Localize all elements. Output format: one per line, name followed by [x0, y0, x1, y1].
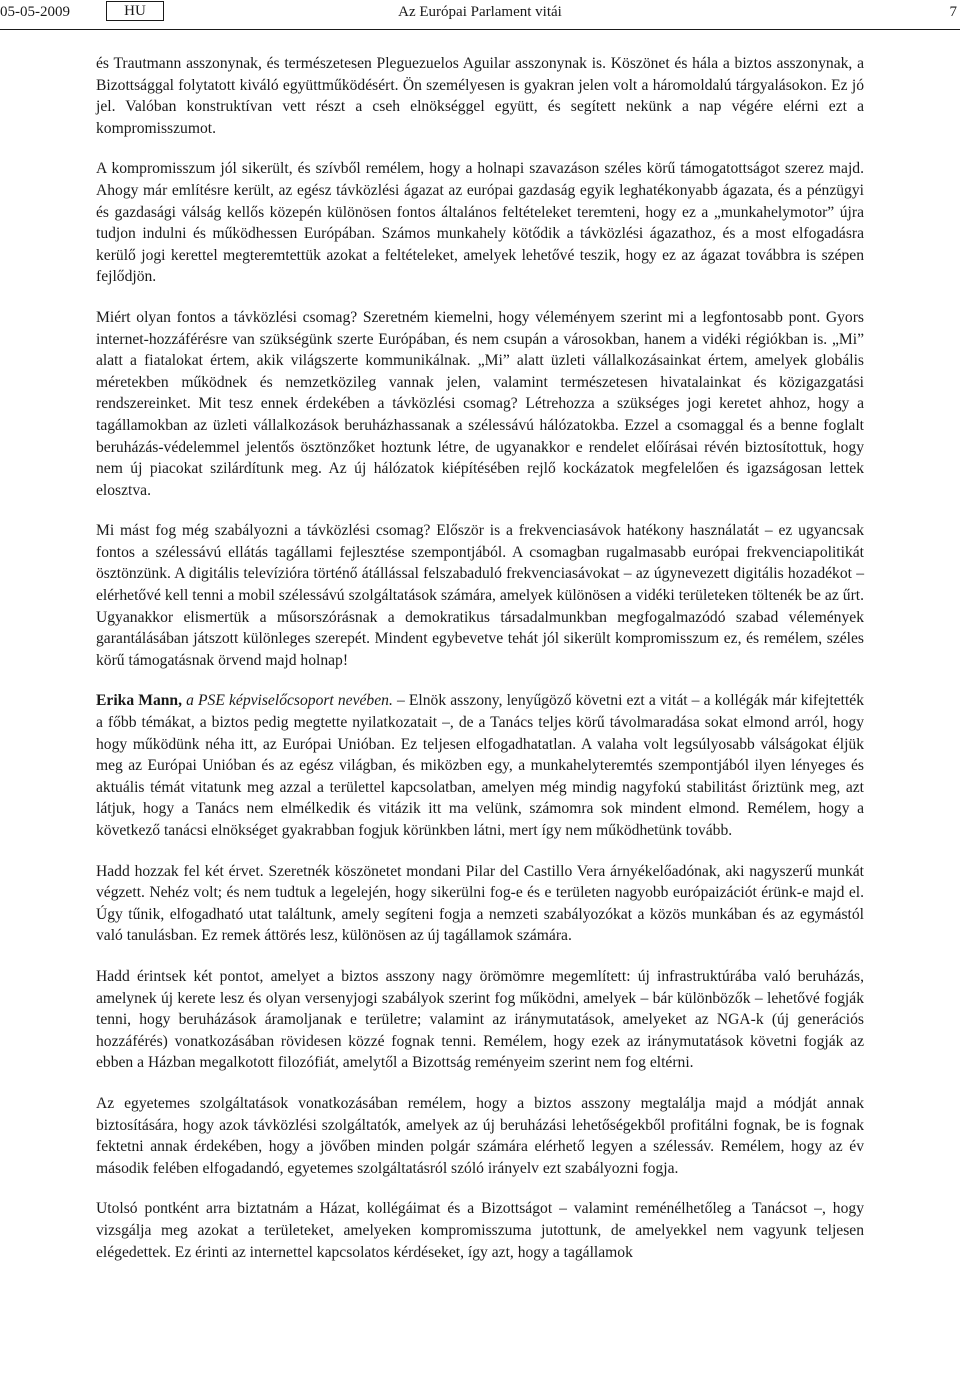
document-body	[96, 53, 864, 1282]
header-title: Az Európai Parlament vitái	[398, 4, 562, 20]
speaker-role: a PSE képviselőcsoport nevében.	[186, 692, 393, 710]
paragraph-two-arguments: Hadd hozzak fel két érvet. Szeretnék köszönetet mondani Pilar del Castillo Vera árnyékelőadónak, aki nagyszerű munkát végzett. Nehéz volt; és nem tudtuk a legelején, hogy sikerülni fog-e és e területen nagyobb európaizációt érünk-e majd el. Úgy tűnik, elfogadható utat találtunk, amely segíteni fogja a nemzeti szabályozókat a közös munkában és az egymástól való tanulásban. Ez remek áttörés lesz, különösen az új tagállamok számára.	[96, 862, 864, 945]
paragraph-universal-service: Az egyetemes szolgáltatások vonatkozásában remélem, hogy a biztos asszony megtalálja majd a módját annak biztosítására, hogy azok távközlési szolgáltatók, amelyek az új beruházási lehetőségekből profitálni fognak, be is fognak fektetni annak érdekében, hogy a jövőben minden polgár számára elérhető legyen a szélessáv. Remélem, hogy az év második felében elfogadandó, egyetemes szolgáltatásról szóló irányelv ezt szabályozni fogja.	[96, 1094, 864, 1177]
header-divider	[0, 29, 960, 30]
paragraph-last-point: Utolsó pontként arra biztatnám a Házat, kollégáimat és a Bizottságot – valamint reménélhetőleg a Tanácsot –, hogy vizsgálja meg azokat a területeket, amelyeken kompromisszuma jutottunk, de amelyekkel nem vagyunk teljesen elégedettek. Ez érinti az internettel kapcsolatos kérdéseket, így azt, hogy a tagállamok	[96, 1200, 864, 1261]
language-badge: HU	[106, 1, 164, 21]
speaker-name: Erika Mann,	[96, 692, 182, 710]
speech-text: – Elnök asszony, lenyűgöző követni ezt a vitát – a kollégák már kifejtették a főbb témákat, a biztos pedig megtette nyilatkozatait –, de a Tanács teljes körű távolmaradása sokat elmond arról, hogy hogy működünk néha itt, az Európai Unióban. Ez teljesen elfogadhatatlan. A valaha volt legsúlyosabb válságokat éljük meg az Európai Unióban és az egész világban, és miközben egy, a munkahelyteremtés szempontjából ilyen lényeges és aktuális témát vitatunk meg azzal a területtel kapcsolatban, amelyen még mindig nagyfokú stabilitást őriztünk meg, azt látjuk, hogy a Tanács nem elmélkedik és vitázik itt ma velünk, számomra sok mindent elmond. Remélem, hogy a következő tanácsi elnökséget gyakrabban fogjuk körünkben látni, mert így nem működhetünk tovább.	[96, 692, 864, 839]
paragraph-why-important: Miért olyan fontos a távközlési csomag? Szeretném kiemelni, hogy véleményem szerint mi a legfontosabb pont. Gyors internet-hozzáférésre van szükségünk szerte Európában, és nem csupán a városokban, hanem a vidéki régiókban is. „Mi” alatt a fiatalokat értem, akik világszerte kommunikálnak. „Mi” alatt üzleti vállalkozásainkat értem, amelyek globális méretekben működnek és nemzetközileg vannak jelen, valamint természetesen hivatalainkat és közigazgatási rendszereinket. Mit tesz ennek érdekében a távközlési csomag? Létrehozza a szükséges jogi keretet ahhoz, hogy a tagállamokban az üzleti vállalkozások beruházhassanak a szélessávú hálózatokba. Ezzel a csomaggal és a benne foglalt beruházás-védelemmel jelentős ösztönzőket hoztunk létre, de ugyanakkor e rendelet előírásai révén biztosítottuk, hogy nem új piacokat szilárdítunk meg. Az új hálózatok kiépítésében rejlő kockázatok megfelelően és igazságosan lettek elosztva.	[96, 308, 864, 499]
page-number: 7	[949, 4, 957, 20]
paragraph-two-points: Hadd érintsek két pontot, amelyet a biztos asszony nagy örömömre megemlített: új infrastruktúrába való beruházás, amelynek új kerete lesz és olyan versenyjogi szabályok szerint fog működni, amelyek – bár különbözők – lehetővé fogják tenni, hogy beruházások áramoljanak e területre; valamint az iránymutatások, amelyeket az NGA-k (új generációs hozzáférés) vonatkozásában rövidesen közzé fognak tenni. Remélem, hogy ezek az iránymutatások követni fogják az ebben a Házban megalkotott filozófiát, amelytől a Bizottság reményeim szerint nem fog eltérni.	[96, 967, 864, 1072]
page-header	[0, 0, 960, 30]
paragraph-thanks: és Trautmann asszonynak, és természetesen Pleguezuelos Aguilar asszonynak is. Köszönet és hála a biztos asszonynak, a Bizottsággal folytatott kiváló együttműködésért. Ön személyesen is gyakran jelen volt a háromoldalú tárgyalásokon. Ez jó jel. Valóban konstruktívan vett részt a cseh elnökséggel együtt, és segített nekünk a nap végére elérni ezt a kompromisszumot.	[96, 55, 864, 137]
paragraph-frequency: Mi mást fog még szabályozni a távközlési csomag? Először is a frekvenciasávok hatékony használatát – ez ugyancsak fontos a szélessávú ellátás tagállami fejlesztése szempontjából. A csomagban rugalmasabb európai frekvenciapolitikát ösztönzünk. A digitális televízióra történő átállással felszabaduló frekvenciasávokat – az úgynevezett digitális hozadékot – elérhetővé kell tenni a mobil szélessávú szolgáltatások számára, amelyek különösen a vidéki területeken töltenék be az űrt. Ugyanakkor elismertük a műsorszórásnak a demokratikus társadalmunkban megfogalmazódó szabad vélemények garantálásában játszott különleges szerepét. Mindent egybevetve tehát jól sikerült kompromisszum ez, és remélem, széles körű támogatásnak örvend majd holnap!	[96, 522, 864, 669]
header-date: 05-05-2009	[0, 4, 70, 20]
paragraph-mann-speech	[96, 690, 864, 841]
paragraph-compromise: A kompromisszum jól sikerült, és szívből remélem, hogy a holnapi szavazáson széles körű támogatottságot szerez majd. Ahogy már említésre került, az egész távközlési ágazat az európai gazdaság egyik leghatékonyabb ágazata, és a pénzügyi és gazdasági válság kellős közepén különösen fontos általános feltételeket teremteni, hogy ez a „munkahelymotor” újra tudjon indulni és működhessen Európában. Számos munkahely kötődik a távközlési ágazathoz, és a most elfogadásra kerülő jogi kerettel megteremtettük azokat a feltételeket, amelyek lehetővé teszik, hogy ez az ágazat továbbra is szépen fejlődjön.	[96, 160, 864, 286]
